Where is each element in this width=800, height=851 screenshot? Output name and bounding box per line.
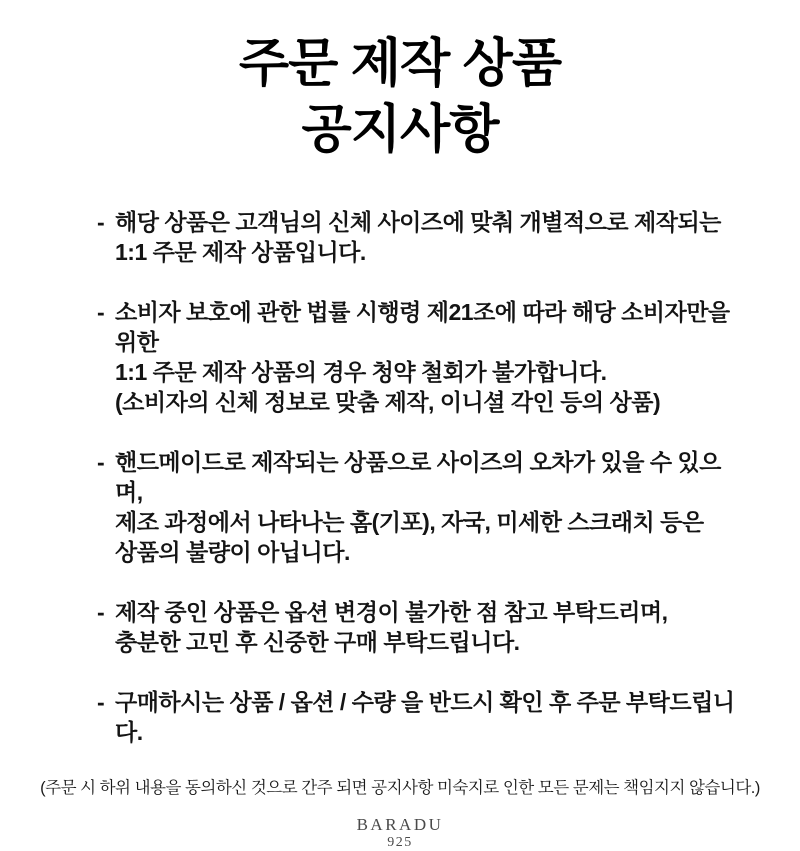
brand-number: 925 [387, 835, 413, 850]
notice-line: 충분한 고민 후 신중한 구매 부탁드립니다. [115, 629, 520, 655]
page-title-line-2: 공지사항 [301, 101, 499, 159]
notice-line: 소비자 보호에 관한 법률 시행령 제21조에 따라 해당 소비자만을 위한 [115, 299, 730, 355]
notice-text [115, 687, 745, 747]
notice-text [115, 447, 745, 567]
notice-line: 핸드메이드로 제작되는 상품으로 사이즈의 오차가 있을 수 있으며, [115, 449, 721, 505]
page-title [0, 0, 800, 163]
notice-line: 1:1 주문 제작 상품입니다. [115, 239, 366, 265]
notice-line: 1:1 주문 제작 상품의 경우 청약 철회가 불가합니다. [115, 359, 607, 385]
notice-item [97, 297, 745, 417]
notice-item [97, 207, 745, 267]
notice-item [97, 687, 745, 747]
notice-line: (소비자의 신체 정보로 맞춤 제작, 이니셜 각인 등의 상품) [115, 389, 661, 415]
notice-line: 제조 과정에서 나타나는 홈(기포), 자국, 미세한 스크래치 등은 [115, 509, 704, 535]
notice-text [115, 297, 745, 417]
notice-text [115, 207, 745, 267]
bullet-dash: - [97, 689, 105, 715]
brand-logo [0, 815, 800, 851]
notice-line: 구매하시는 상품 / 옵션 / 수량 을 반드시 확인 후 주문 부탁드립니다. [115, 689, 735, 745]
bullet-dash: - [97, 209, 105, 235]
notice-list [97, 207, 745, 747]
page-title-line-1: 주문 제작 상품 [238, 35, 562, 93]
notice-line: 제작 중인 상품은 옵션 변경이 불가한 점 참고 부탁드리며, [115, 599, 668, 625]
brand-name: BARADU [356, 815, 444, 834]
notice-line: 해당 상품은 고객님의 신체 사이즈에 맞춰 개별적으로 제작되는 [115, 209, 721, 235]
disclaimer-text: (주문 시 하위 내용을 동의하신 것으로 간주 되면 공지사항 미숙지로 인한 모든 문제는 책임지지 않습니다.) [40, 779, 760, 797]
notice-line: 상품의 불량이 아닙니다. [115, 539, 350, 565]
bullet-dash: - [97, 299, 105, 325]
notice-item [97, 447, 745, 567]
notice-item [97, 597, 745, 657]
bullet-dash: - [97, 449, 105, 475]
bullet-dash: - [97, 599, 105, 625]
notice-text [115, 597, 745, 657]
